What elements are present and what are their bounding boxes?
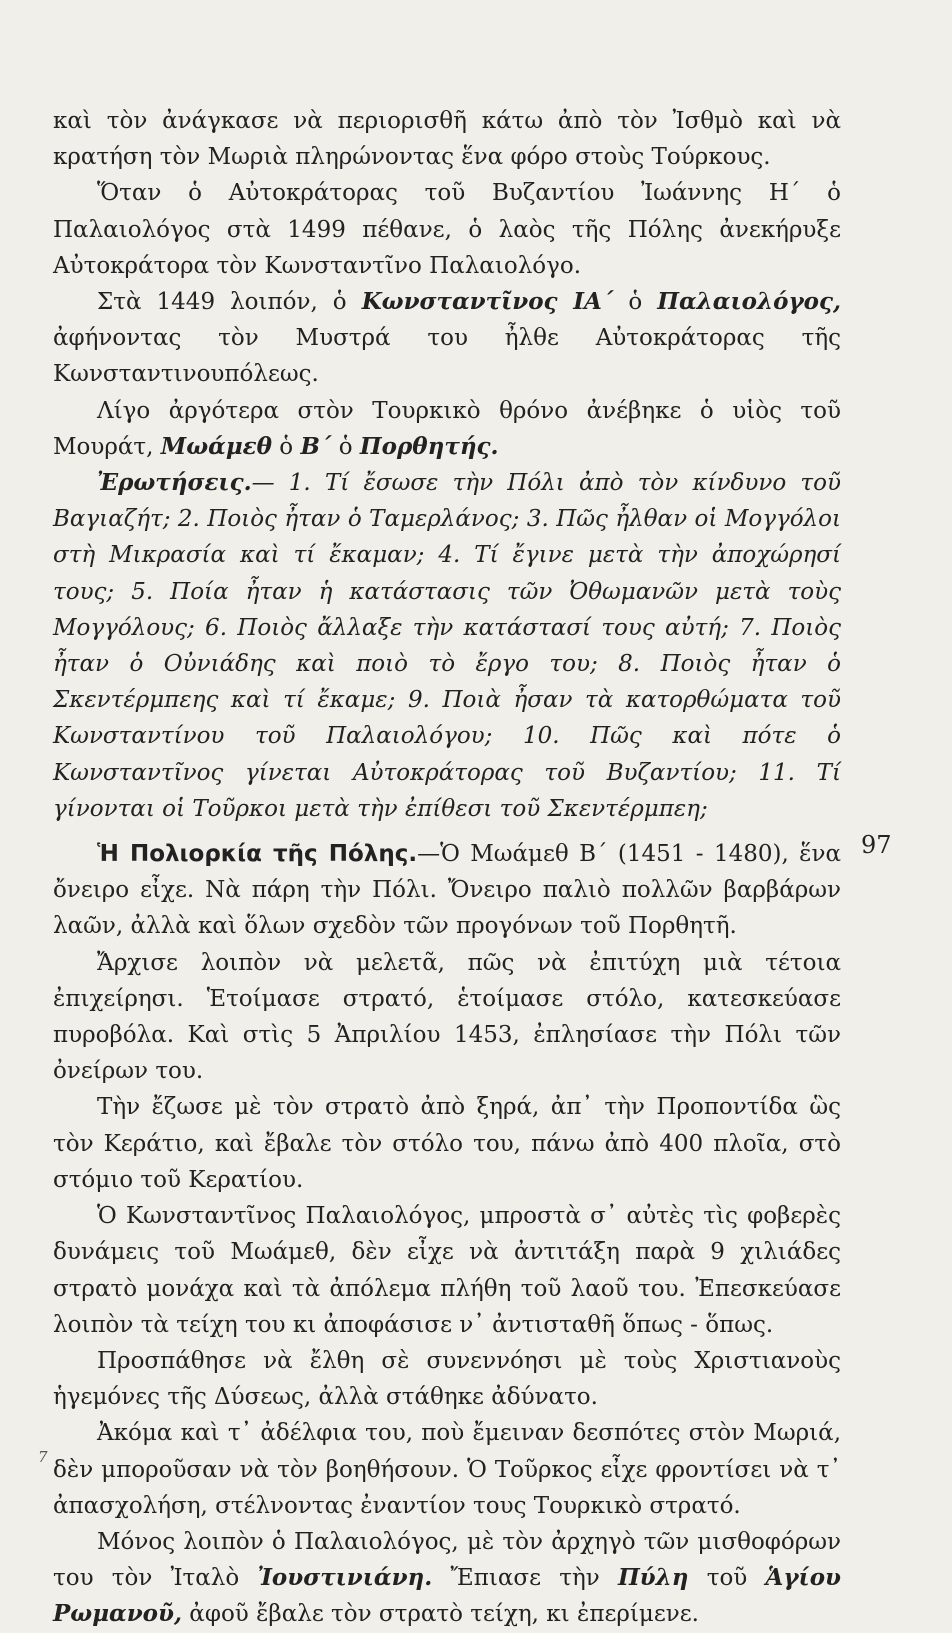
name-palaiologos: Παλαιολόγος, bbox=[657, 288, 841, 316]
section-text: —Ὁ Μωάμεθ Β΄ (1451 - 1480), ἕνα ὄνειρο εἶχε. Νὰ πάρη τὴν Πόλι. Ὄνειρο παλιὸ πολλῶν βαρβάρων λαῶν, ἀλλὰ καὶ ὅλων σχεδὸν τῶν προγόνων τοῦ Πορθητῆ. bbox=[53, 841, 841, 940]
paragraph-4-text-e: ὁ bbox=[331, 433, 360, 460]
name-ioustiniani: Ἰουστινιάνη. bbox=[257, 1564, 433, 1592]
paragraph-2: Ὅταν ὁ Αὐτοκράτορας τοῦ Βυζαντίου Ἰωάννης Η΄ ὁ Παλαιολόγος στὰ 1499 πέθανε, ὁ λαὸς τῆς Πόλης ἀνεκήρυξε Αὐτοκράτορα τὸν Κωνσταντῖνο Παλαιολόγο. bbox=[53, 180, 841, 279]
paragraph-10-text-g: ἀφοῦ ἔβαλε τὸν στρατὸ τείχη, κι ἐπερίμενε. bbox=[182, 1601, 699, 1628]
paragraph-7: Ὁ Κωνσταντῖνος Παλαιολόγος, μπροστὰ σ᾿ αὐτὲς τὶς φοβερὲς δυνάμεις τοῦ Μωάμεθ, δὲν εἶχε νὰ ἀντιτάξη παρὰ 9 χιλιάδες στρατὸ μονάχα καὶ τὰ ἀπόλεμα πλήθη τοῦ λαοῦ του. Ἐπεσκεύασε λοιπὸν τὰ τείχη του κι ἀποφάσισε ν᾿ ἀντισταθῆ ὅπως - ὅπως. bbox=[53, 1203, 841, 1338]
paragraph-6: Τὴν ἔζωσε μὲ τὸν στρατὸ ἀπὸ ξηρά, ἀπ᾿ τὴν Προποντίδα ὣς τὸν Κεράτιο, καὶ ἔβαλε τὸν στόλο του, πάνω ἀπὸ 400 πλοῖα, στὸ στόμιο τοῦ Κερατίου. bbox=[53, 1094, 841, 1193]
paragraph-3 bbox=[53, 284, 841, 393]
section-siege bbox=[53, 836, 841, 945]
name-konstantinos: Κωνσταντῖνος ΙΑ΄ bbox=[361, 288, 614, 316]
paragraph-10-text-c: Ἔπιασε τὴν bbox=[432, 1565, 618, 1592]
paragraph-10-text-a: Μόνος λοιπὸν ὁ Παλαιολόγος, μὲ τὸν ἀρχηγὸ τῶν μισθοφόρων του τὸν Ἰταλὸ bbox=[53, 1528, 841, 1592]
paragraph-3-text-a: Στὰ 1449 λοιπόν, ὁ bbox=[97, 289, 362, 316]
name-porthitis: Πορθητής. bbox=[359, 432, 499, 460]
name-pyli: Πύλη bbox=[617, 1564, 689, 1592]
paragraph-10 bbox=[53, 1524, 841, 1633]
name-moameth: Μωάμεθ bbox=[160, 432, 272, 460]
section-title: Ἡ Πολιορκία τῆς Πόλης. bbox=[97, 841, 418, 868]
body-text bbox=[53, 103, 892, 1633]
signature-mark: 7 bbox=[38, 1448, 48, 1466]
paragraph-4-text-c: ὁ bbox=[272, 433, 301, 460]
paragraph-4 bbox=[53, 393, 841, 465]
paragraph-3-text-c: ὁ bbox=[613, 289, 658, 316]
paragraph-9: Ἀκόμα καὶ τ᾿ ἀδέλφια του, ποὺ ἔμειναν δεσπότες στὸν Μωριά, δὲν μποροῦσαν νὰ τὸν βοηθήσουν. Ὁ Τοῦρκος εἶχε φροντίσει νὰ τ᾿ ἀπασχολήση, στέλνοντας ἐναντίον τους Τουρκικὸ στρατό. bbox=[53, 1420, 841, 1519]
questions-label: Ἐρωτήσεις. bbox=[97, 469, 252, 497]
name-agiou-romanou: Ἁγίου Ρωμανοῦ, bbox=[53, 1564, 841, 1628]
paragraph-5: Ἄρχισε λοιπὸν νὰ μελετᾶ, πῶς νὰ ἐπιτύχη μιὰ τέτοια ἐπιχείρησι. Ἑτοίμασε στρατό, ἑτοίμασε στόλο, κατεσκεύασε πυροβόλα. Καὶ στὶς 5 Ἀπριλίου 1453, ἐπλησίασε τὴν Πόλι τῶν ὀνείρων του. bbox=[53, 949, 841, 1085]
name-beta: Β΄ bbox=[300, 432, 332, 460]
paragraph-3-text-e: ἀφήνοντας τὸν Μυστρά του ἦλθε Αὐτοκράτορας τῆς Κωνσταντινουπόλεως. bbox=[53, 325, 841, 388]
paragraph-1: καὶ τὸν ἀνάγκασε νὰ περιορισθῆ κάτω ἀπὸ τὸν Ἰσθμὸ καὶ νὰ κρατήση τὸν Μωριὰ πληρώνοντας ἕνα φόρο στοὺς Τούρκους. bbox=[53, 108, 841, 171]
paragraph-8: Προσπάθησε νὰ ἔλθη σὲ συνεννόησι μὲ τοὺς Χριστιανοὺς ἡγεμόνες τῆς Δύσεως, ἀλλὰ στάθηκε ἀδύνατο. bbox=[53, 1347, 841, 1411]
paragraph-4-text-a: Λίγο ἀργότερα στὸν Τουρκικὸ θρόνο ἀνέβηκε ὁ υἱὸς τοῦ Μουράτ, bbox=[53, 397, 841, 460]
questions bbox=[53, 465, 841, 827]
paragraph-10-text-e: τοῦ bbox=[688, 1565, 766, 1592]
page-number: 97 bbox=[861, 831, 892, 859]
questions-text: — 1. Τί ἔσωσε τὴν Πόλι ἀπὸ τὸν κίνδυνο τοῦ Βαγιαζήτ; 2. Ποιὸς ἦταν ὁ Ταμερλάνος; 3. Πῶς ἦλθαν οἱ Μογγόλοι στὴ Μικρασία καὶ τί ἔκαμαν; 4. Τί ἔγινε μετὰ τὴν ἀποχώρησί τους; 5. Ποία ἦταν ἡ κατάστασις τῶν Ὀθωμανῶν μετὰ τοὺς Μογγόλους; 6. Ποιὸς ἄλλαξε τὴν κατάστασί τους αὐτή; 7. Ποιὸς ἦταν ὁ Οὐνιάδης καὶ ποιὸ τὸ ἔργο του; 8. Ποιὸς ἦταν ὁ Σκεντέρμπεης καὶ τί ἔκαμε; 9. Ποιὰ ἦσαν τὰ κατορθώματα τοῦ Κωνσταντίνου τοῦ Παλαιολόγου; 10. Πῶς καὶ πότε ὁ Κωνσταντῖνος γίνεται Αὐτοκράτορας τοῦ Βυζαντίου; 11. Τί γίνονται οἱ Τοῦρκοι μετὰ τὴν ἐπίθεσι τοῦ Σκεντέρμπεη; bbox=[53, 470, 841, 822]
